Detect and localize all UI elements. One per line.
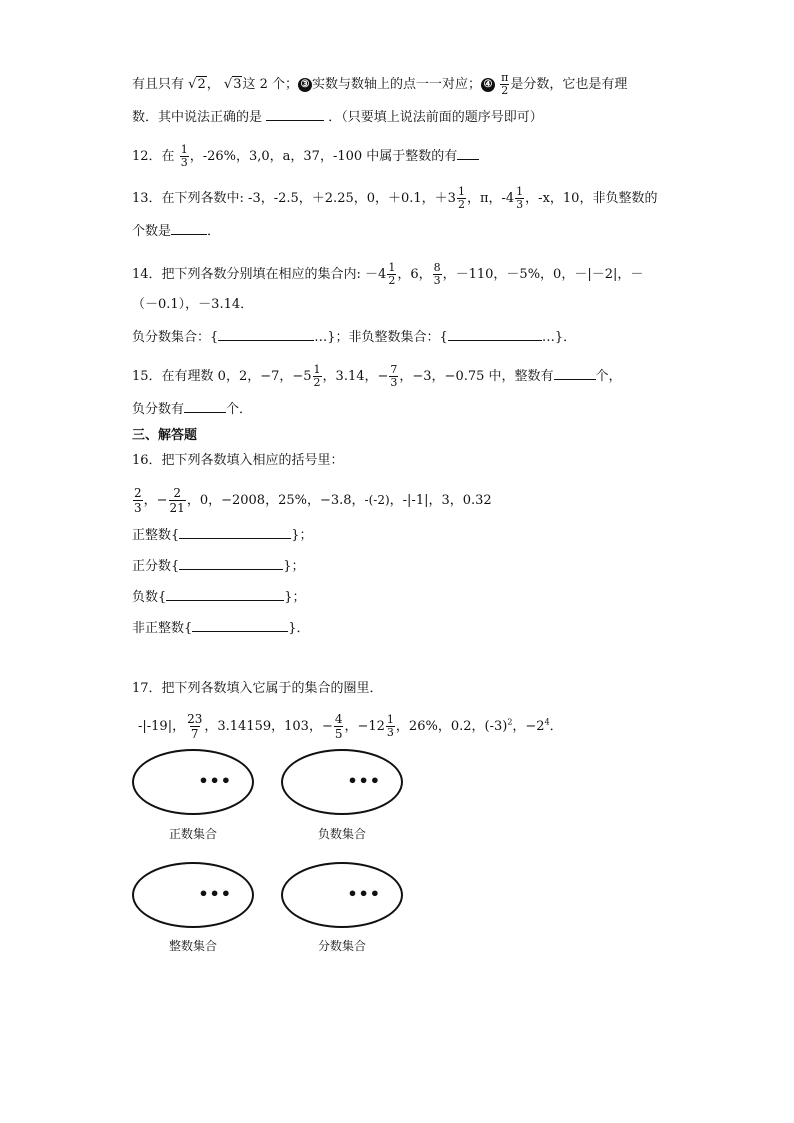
q16-row-positive-fractions: 正分数{ }； xyxy=(132,559,305,574)
q16-row-positive-integers: 正整数{ }； xyxy=(132,528,313,543)
question-14: 14．把下列各数分别填在相应的集合内: －4 $\frac{1}{2}$ ，6， $\frac{8}{3}$ ，－110，－5%，0，－|－2|，－ xyxy=(132,261,644,287)
fraction-set-circle[interactable] xyxy=(281,862,403,928)
question-14-line-3: 负分数集合：{ …}；非负整数集合：{ …}． xyxy=(132,330,577,345)
fraction-23-7: $\frac{23}{7}$ xyxy=(187,712,203,741)
negative-set-circle[interactable] xyxy=(281,749,403,815)
answer-blank[interactable] xyxy=(457,147,479,160)
integer-set-circle[interactable] xyxy=(132,862,254,928)
mixed-fraction-4-1-3: $\frac{1}{3}$ xyxy=(516,185,524,211)
question-13-line-2: 个数是 ． xyxy=(132,224,221,239)
integer-set-label: 整数集合 xyxy=(168,939,217,953)
mixed-fraction-4-1-2: $\frac{1}{2}$ xyxy=(388,261,396,287)
fraction-8-3: $\frac{8}{3}$ xyxy=(433,261,441,287)
answer-blank[interactable] xyxy=(192,619,288,632)
positive-set-label: 正数集合 xyxy=(168,827,217,841)
negative-fraction-count-blank[interactable] xyxy=(184,400,226,413)
negative-set-label: 负数集合 xyxy=(317,827,366,841)
statement-line-2: 数．其中说法正确的是 ．（只要填上说法前面的题序号即可） xyxy=(132,110,543,125)
fraction-7-3: $\frac{7}{3}$ xyxy=(390,363,398,389)
sqrt-3: √3 xyxy=(223,77,242,92)
answer-blank[interactable] xyxy=(266,108,324,121)
mixed-fraction-12-1-3: $\frac{1}{3}$ xyxy=(386,713,394,739)
fraction-pi-over-2: $\frac{\pi}{2}$ xyxy=(501,71,509,97)
ellipsis-dots: ••• xyxy=(347,771,381,790)
fraction-set-label: 分数集合 xyxy=(317,939,366,953)
integer-count-blank[interactable] xyxy=(554,367,596,380)
statement-line-1: 有且只有 √2， √3这 2 个； ③ 实数与数轴上的点一一对应； ④ $\frac{\pi}{2}$ 是分数，它也是有理 xyxy=(132,71,628,97)
q16-row-negatives: 负数{ }； xyxy=(132,590,306,605)
question-14-line-2: （－0.1），－3.14． xyxy=(132,297,254,312)
question-15-line-2: 负分数有 个． xyxy=(132,402,253,417)
question-17-title: 17．把下列各数填入它属于的集合的圈里． xyxy=(132,681,383,696)
question-16-numbers: $\frac{2}{3}$ ，− $\frac{2}{21}$ ，0，−2008，25%，−3.8，-(-2)，-|-1|，3，0.32 xyxy=(134,486,492,515)
circled-3: ③ xyxy=(298,78,312,92)
question-12: 12．在 $\frac{1}{3}$ ，-26%，3,0，a，37，-100 中属于整数的有 xyxy=(132,144,479,169)
answer-blank[interactable] xyxy=(166,588,284,601)
mixed-fraction-5-1-2: $\frac{1}{2}$ xyxy=(313,363,321,389)
answer-blank[interactable] xyxy=(179,557,283,570)
answer-blank[interactable] xyxy=(171,222,207,235)
section-heading: 三、解答题 xyxy=(132,428,198,443)
nonnegative-integer-set-blank[interactable] xyxy=(448,328,542,341)
fraction-2-21: $\frac{2}{21}$ xyxy=(169,486,185,515)
circled-4: ④ xyxy=(481,78,495,92)
mixed-fraction-3-1-2: $\frac{1}{2}$ xyxy=(457,185,465,211)
question-17-numbers: -|-19|， $\frac{23}{7}$ ，3.14159，103，− $\frac{4}{5}$ ，−12 $\frac{1}{3}$ ，26%，0.2，$(-3)^2$，$-2^4$． xyxy=(138,712,563,741)
fraction-1-3: $\frac{1}{3}$ xyxy=(180,143,188,169)
question-16-title: 16．把下列各数填入相应的括号里： xyxy=(132,453,344,468)
ellipsis-dots: ••• xyxy=(347,884,381,903)
question-15: 15．在有理数 0，2，−7，−5 $\frac{1}{2}$ ，3.14，− $\frac{7}{3}$ ，−3，−0.75 中，整数有 个， xyxy=(132,363,622,389)
answer-blank[interactable] xyxy=(179,526,291,539)
q16-row-nonpositive-integers: 非正整数{ }． xyxy=(132,621,310,636)
sqrt-2: √2 xyxy=(188,77,206,92)
positive-set-circle[interactable] xyxy=(132,749,254,815)
question-13: 13．在下列各数中: -3，-2.5，＋2.25，0，＋0.1，＋3 $\frac{1}{2}$ ，π，-4 $\frac{1}{3}$ ，-x，10，非负整数的 xyxy=(132,185,658,211)
ellipsis-dots: ••• xyxy=(198,884,232,903)
fraction-4-5: $\frac{4}{5}$ xyxy=(334,712,343,741)
ellipsis-dots: ••• xyxy=(198,771,232,790)
fraction-2-3: $\frac{2}{3}$ xyxy=(134,486,142,515)
negative-fraction-set-blank[interactable] xyxy=(218,328,314,341)
